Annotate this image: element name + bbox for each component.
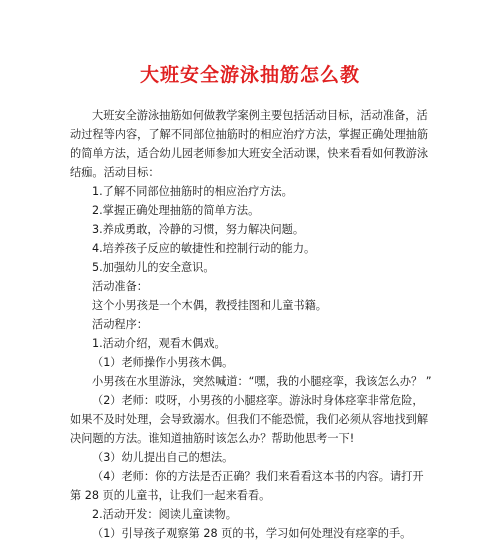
paragraph: 2.活动开发：阅读儿童读物。 <box>92 508 237 521</box>
paragraph: 3.养成勇敢，冷静的习惯，努力解决问题。 <box>92 223 305 236</box>
paragraph: 大班安全游泳抽筋如何做教学案例主要包括活动目标，活动准备，活动过程等内容，了解不同部位抽筋时的相应治疗方法，掌握正确处理抽筋的简单方法，适合幼儿园老师参加大班安全活动课，快来看看如何教游泳结痂。活动目标： <box>70 109 429 179</box>
paragraph: （2）老师：哎呀，小男孩的小腿痉挛。游泳时身体痉挛非常危险，如果不及时处理，会导致溺水。但我们不能恐慌，我们必须从容地找到解决问题的方法。谁知道抽筋时该怎么办？帮助他思考一下! <box>70 394 429 445</box>
paragraph: （1）老师操作小男孩木偶。 <box>92 356 234 369</box>
paragraph: （4）老师：你的方法是否正确？我们来看看这本书的内容。请打开第 28 页的儿童书，让我们一起来看看。 <box>70 470 424 502</box>
paragraph: 4.培养孩子反应的敏捷性和控制行动的能力。 <box>92 242 316 255</box>
paragraph: 活动准备： <box>92 280 148 293</box>
document-body <box>70 106 432 543</box>
paragraph: （3）幼儿提出自己的想法。 <box>92 451 234 464</box>
paragraph: 5.加强幼儿的安全意识。 <box>92 261 215 274</box>
document-title: 大班安全游泳抽筋怎么教 <box>139 64 360 86</box>
paragraph: （1）引导孩子观察第 28 页的书，学习如何处理没有痉挛的手。 <box>92 527 412 540</box>
paragraph: 这个小男孩是一个木偶，教授挂图和儿童书籍。 <box>92 299 327 312</box>
paragraph: 活动程序： <box>92 318 148 331</box>
paragraph: 小男孩在水里游泳，突然喊道：“嘿，我的小腿痉挛，我该怎么办？ ” <box>92 375 432 388</box>
paragraph: 1.活动介绍，观看木偶戏。 <box>92 337 226 350</box>
paragraph: 1.了解不同部位抽筋时的相应治疗方法。 <box>92 185 293 198</box>
paragraph: 2.掌握正确处理抽筋的简单方法。 <box>92 204 260 217</box>
